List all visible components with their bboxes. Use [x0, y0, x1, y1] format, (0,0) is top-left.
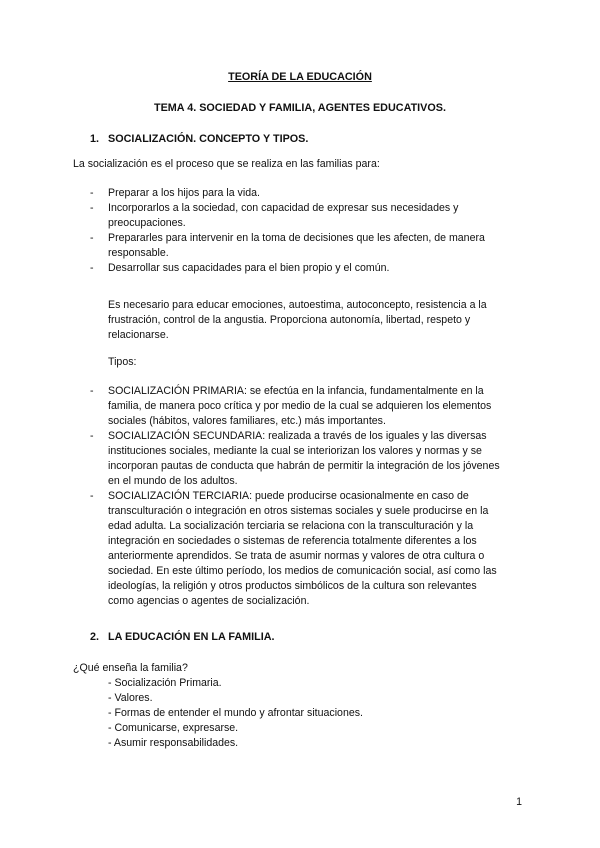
- family-teachings-list: [108, 676, 488, 751]
- section-2-heading-text: LA EDUCACIÓN EN LA FAMILIA.: [108, 631, 275, 643]
- section-1-number: 1.: [90, 133, 100, 145]
- section-1-heading-text: SOCIALIZACIÓN. CONCEPTO Y TIPOS.: [108, 133, 309, 145]
- list-item: - Prepararles para intervenir en la toma de decisiones que les afecten, de manera responsable.: [90, 231, 510, 261]
- list-item: - SOCIALIZACIÓN PRIMARIA: se efectúa en la infancia, fundamentalmente en la familia, de manera poco crítica y por medio de la cual se adquieren los elementos sociales (hábitos, valores familiares, etc.) más importantes.: [90, 384, 505, 429]
- page-number: 1: [516, 796, 522, 808]
- list-item: - SOCIALIZACIÓN SECUNDARIA: realizada a través de los iguales y las diversas instituciones sociales, mediante la cual se interiorizan los valores y normas y se incorporan pautas de conducta que habrán de permitir la integración de los jóvenes en el mundo de los adultos.: [90, 429, 505, 489]
- section-1-intro: La socialización es el proceso que se realiza en las familias para:: [73, 158, 380, 170]
- list-item: - Socialización Primaria.: [108, 677, 222, 689]
- document-title: TEORÍA DE LA EDUCACIÓN: [228, 71, 372, 83]
- types-label: Tipos:: [108, 356, 137, 368]
- types-list: [90, 384, 505, 609]
- section-2-question: ¿Qué enseña la familia?: [73, 662, 188, 674]
- list-item: - Incorporarlos a la sociedad, con capacidad de expresar sus necesidades y preocupaciones.: [90, 201, 510, 231]
- necessity-paragraph: Es necesario para educar emociones, autoestima, autoconcepto, resistencia a la frustración, control de la angustia. Proporciona autonomía, libertad, respeto y relacionarse.: [108, 299, 487, 341]
- list-item: - SOCIALIZACIÓN TERCIARIA: puede producirse ocasionalmente en caso de transculturación o integración en otros sistemas sociales y suele producirse en la edad adulta. La socialización terciaria se relaciona con la transculturación y la integración en sociedades o sistemas de referencia totalmente diferentes a los anteriormente aprendidos. Se trata de asumir normas y valores de otra cultura o sociedad. En este último período, los medios de comunicación social, así como las ideologías, la religión y otros productos simbólicos de la cultura son relevantes como agencias o agentes de socialización.: [90, 489, 505, 609]
- list-item: - Formas de entender el mundo y afrontar situaciones.: [108, 707, 363, 719]
- document-subtitle: TEMA 4. SOCIEDAD Y FAMILIA, AGENTES EDUCATIVOS.: [154, 102, 446, 114]
- section-1-heading: [90, 132, 308, 147]
- list-item: - Comunicarse, expresarse.: [108, 722, 239, 734]
- section-2-number: 2.: [90, 631, 100, 643]
- list-item: - Preparar a los hijos para la vida.: [90, 186, 510, 201]
- list-item: - Asumir responsabilidades.: [108, 737, 239, 749]
- list-item: - Valores.: [108, 692, 153, 704]
- list-item: - Desarrollar sus capacidades para el bien propio y el común.: [90, 261, 510, 276]
- purposes-list: [90, 186, 510, 276]
- section-2-heading: [90, 630, 275, 645]
